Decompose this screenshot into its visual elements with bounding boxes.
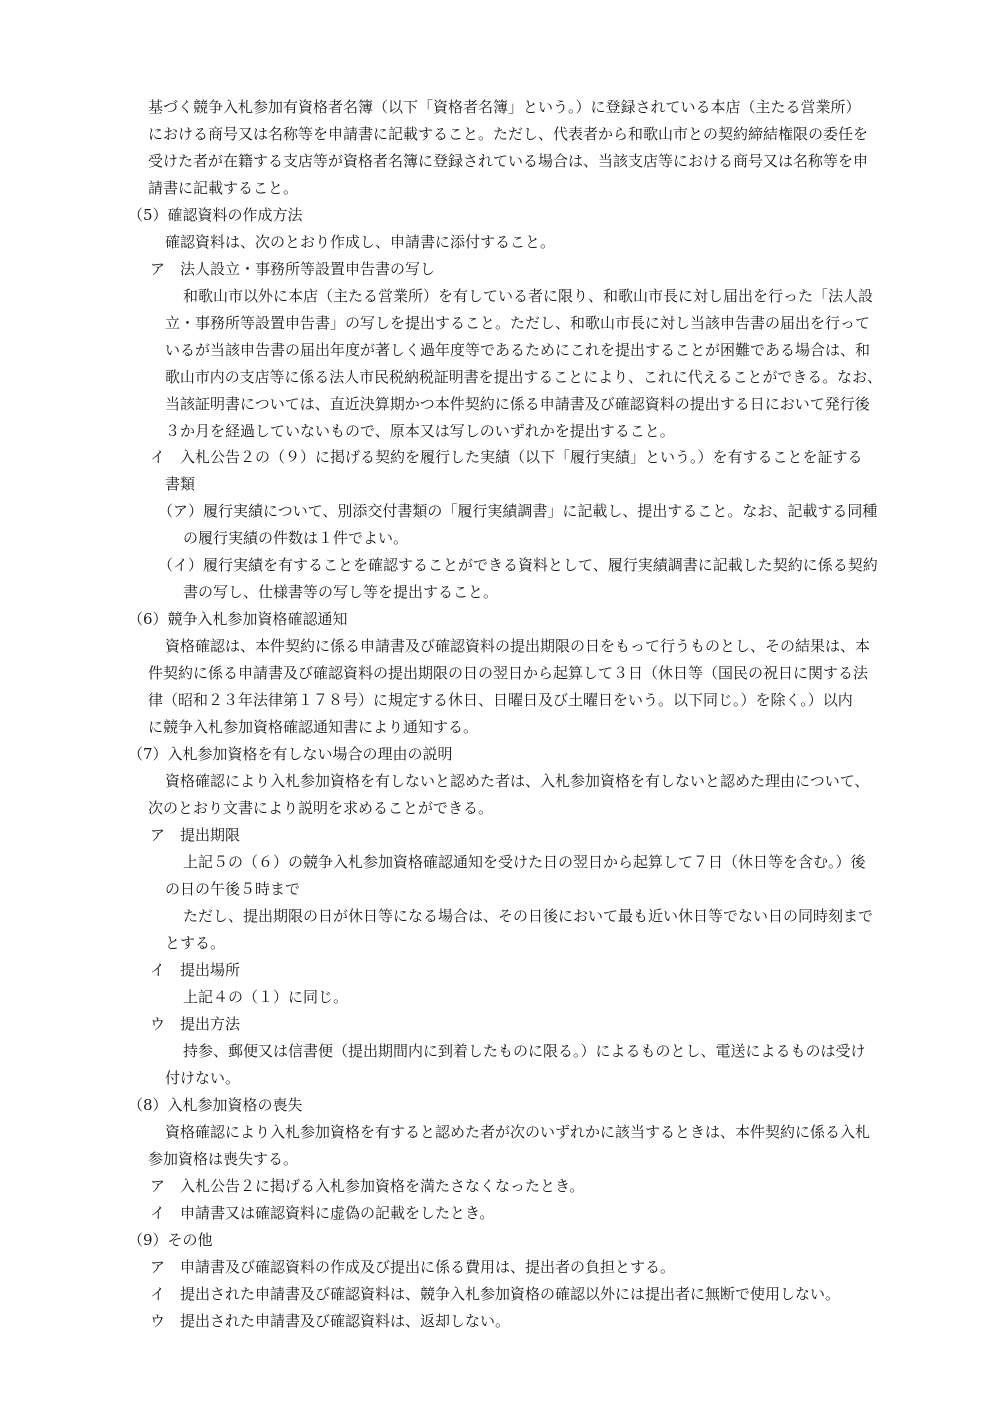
item-heading: ア 法人設立・事務所等設置申告書の写し: [150, 260, 436, 278]
text-line: ３か月を経過していないもので、原本又は写しのいずれかを提出すること。: [165, 422, 675, 440]
section-heading: （7）入札参加資格を有しない場合の理由の説明: [128, 745, 453, 763]
text-line: 持参、郵便又は信書便（提出期間内に到着したものに限る。）によるものとし、電送によるものは受け: [183, 1042, 866, 1060]
text-line: とする。: [165, 934, 226, 952]
text-line: 歌山市内の支店等に係る法人市民税納税証明書を提出することにより、これに代えることができる。なお、: [165, 368, 882, 386]
text-line: の履行実績の件数は１件でよい。: [183, 529, 409, 547]
section-heading: （6）競争入札参加資格確認通知: [128, 610, 348, 628]
text-line: 資格確認により入札参加資格を有しないと認めた者は、入札参加資格を有しないと認めた理由について、: [165, 772, 870, 790]
text-line: 確認資料は、次のとおり作成し、申請書に添付すること。: [165, 233, 556, 251]
section-heading: （9）その他: [128, 1231, 213, 1249]
item-heading: イ 申請書又は確認資料に虚偽の記載をしたとき。: [150, 1204, 495, 1222]
text-line: 資格確認により入札参加資格を有すると認めた者が次のいずれかに該当するときは、本件契約に係る入札: [165, 1123, 871, 1141]
item-heading: ウ 提出された申請書及び確認資料は、返却しない。: [150, 1312, 511, 1330]
text-line: の日の午後５時まで: [165, 880, 301, 898]
text-line: 受けた者が在籍する支店等が資格者名簿に登録されている場合は、当該支店等における商号又は名称等を申: [148, 152, 869, 170]
text-line: 資格確認は、本件契約に係る申請書及び確認資料の提出期限の日をもって行うものとし、その結果は、本: [165, 637, 871, 655]
text-line: 書の写し、仕様書等の写し等を提出すること。: [183, 583, 499, 601]
text-line: 和歌山市以外に本店（主たる営業所）を有している者に限り、和歌山市長に対し届出を行った「法人設: [183, 287, 874, 305]
text-line: 律（昭和２３年法律第１７８号）に規定する休日、日曜日及び土曜日をいう。以下同じ。）を除く。）以内: [148, 691, 853, 709]
text-line: 基づく競争入札参加有資格者名簿（以下「資格者名簿」という。）に登録されている本店（主たる営業所）: [148, 98, 861, 116]
text-line: 参加資格は喪失する。: [148, 1150, 299, 1168]
sub-item: （イ）履行実績を有することを確認することができる資料として、履行実績調書に記載した契約に係る契約: [158, 556, 878, 574]
item-heading: ア 申請書及び確認資料の作成及び提出に係る費用は、提出者の負担とする。: [150, 1258, 676, 1276]
item-heading: イ 提出された申請書及び確認資料は、競争入札参加資格の確認以外には提出者に無断で使用しない。: [150, 1285, 841, 1303]
item-heading: イ 提出場所: [150, 961, 241, 979]
text-line: 書類: [165, 475, 196, 493]
item-heading: ウ 提出方法: [150, 1015, 241, 1033]
text-line: 上記４の（１）に同じ。: [183, 988, 349, 1006]
text-line: における商号又は名称等を申請書に記載すること。ただし、代表者から和歌山市との契約締結権限の委任を: [148, 125, 869, 143]
sub-item: （ア）履行実績について、別添交付書類の「履行実績調書」に記載し、提出すること。なお、記載する同種: [158, 502, 878, 520]
text-line: 請書に記載すること。: [148, 179, 299, 197]
text-line: ただし、提出期限の日が休日等になる場合は、その日後において最も近い休日等でない日の同時刻まで: [183, 907, 874, 925]
section-heading: （5）確認資料の作成方法: [128, 206, 303, 224]
text-line: いるが当該申告書の届出年度が著しく過年度等であるためにこれを提出することが困難である場合は、和: [165, 341, 871, 359]
text-line: に競争入札参加資格確認通知書により通知する。: [148, 718, 479, 736]
text-line: 次のとおり文書により説明を求めることができる。: [148, 799, 494, 817]
text-line: 当該証明書については、直近決算期かつ本件契約に係る申請書及び確認資料の提出する日において発行後: [165, 395, 870, 413]
item-heading: ア 提出期限: [150, 826, 241, 844]
section-heading: （8）入札参加資格の喪失: [128, 1096, 303, 1114]
text-line: 立・事務所等設置申告書」の写しを提出すること。ただし、和歌山市長に対し当該申告書の届出を行って: [165, 314, 871, 332]
item-heading: イ 入札公告２の（９）に掲げる契約を履行した実績（以下「履行実績」という。）を有することを証する: [150, 448, 863, 466]
text-line: 付けない。: [165, 1069, 241, 1087]
item-heading: ア 入札公告２に掲げる入札参加資格を満たさなくなったとき。: [150, 1177, 585, 1195]
text-line: 上記５の（６）の競争入札参加資格確認通知を受けた日の翌日から起算して７日（休日等を含む。）後: [183, 853, 866, 871]
text-line: 件契約に係る申請書及び確認資料の提出期限の日の翌日から起算して３日（休日等（国民の祝日に関する法: [148, 664, 869, 682]
